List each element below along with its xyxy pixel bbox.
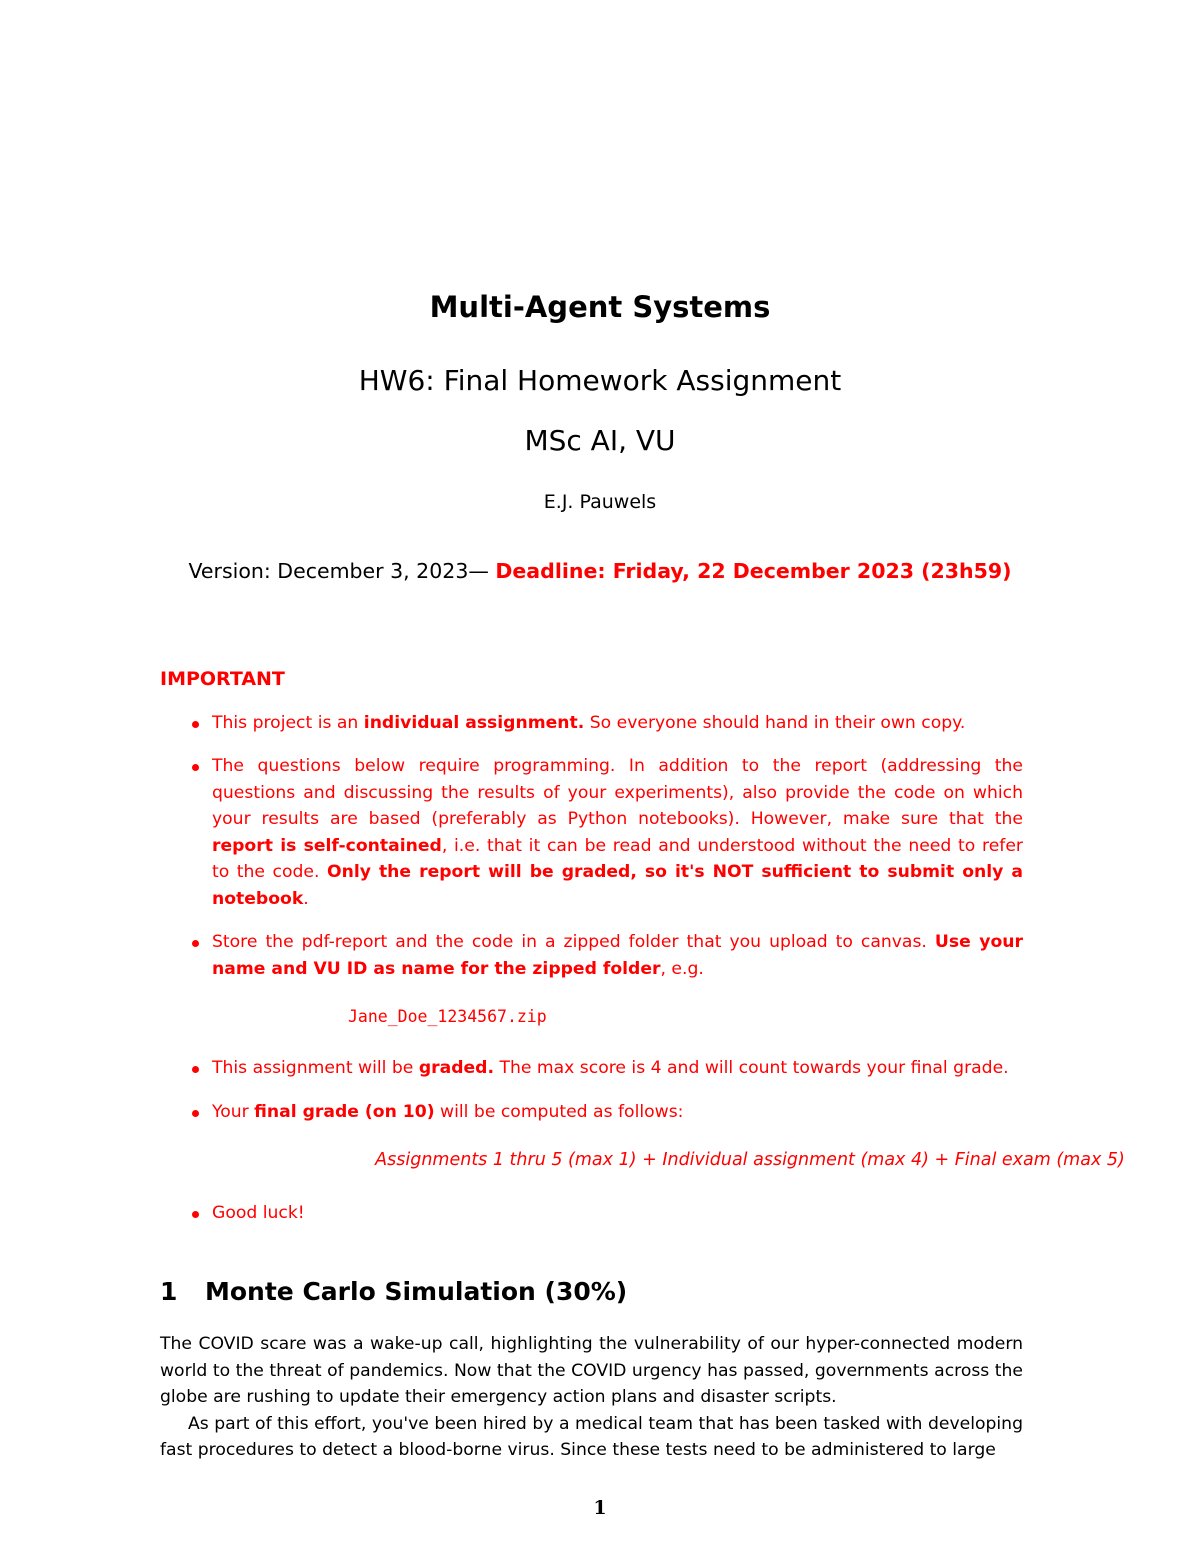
item-text: This assignment will be xyxy=(212,1058,419,1078)
bullet-icon xyxy=(192,1066,199,1073)
item-text: Store the pdf-report and the code in a zipped folder that you upload to canvas. xyxy=(212,932,935,952)
item-emphasis: Use your name and VU ID as name for the zipped folder xyxy=(212,932,1023,979)
item-text: So everyone should hand in their own copy. xyxy=(584,713,966,733)
list-item-individual xyxy=(160,710,1023,737)
grade-formula: Assignments 1 thru 5 (max 1) + Individual assignment (max 4) + Final exam (max 5) xyxy=(375,1150,1125,1170)
document-title: Multi-Agent Systems xyxy=(429,290,771,324)
page-number: 1 xyxy=(593,1497,607,1519)
item-text: Your xyxy=(212,1102,255,1122)
bullet-icon xyxy=(192,1211,199,1218)
item-text: This project is an xyxy=(212,713,364,733)
example-filename: Jane_Doe_1234567.zip xyxy=(348,1007,547,1026)
program-line: MSc AI, VU xyxy=(524,424,676,457)
section-number: 1 xyxy=(160,1277,178,1306)
paragraph: As part of this effort, you've been hired by a medical team that has been tasked with developing fast procedures to detect a blood-borne virus. Since these tests need to be administered to large xyxy=(160,1413,1023,1461)
section-heading xyxy=(160,1277,627,1306)
document-subtitle: HW6: Final Homework Assignment xyxy=(358,364,842,397)
bullet-icon xyxy=(192,764,199,771)
item-text: The questions below require programming. In addition to the report (addressing the questions and discussing the results of your experiments), also provide the code on which your results are based (preferably as Python notebooks). However, make sure that the xyxy=(212,756,1023,829)
author-name: E.J. Pauwels xyxy=(543,491,657,513)
version-date: Version: December 3, 2023— xyxy=(188,559,489,583)
section-body xyxy=(160,1331,1023,1464)
item-text: . xyxy=(303,888,309,909)
item-emphasis: Only the report will be graded, so it's NOT sufficient to submit only a notebook xyxy=(212,862,1023,909)
item-emphasis: graded. xyxy=(418,1058,494,1078)
list-item-good-luck xyxy=(160,1200,1023,1227)
item-text: , i.e. that it can be read and understood without the need to refer to the code. xyxy=(212,835,1023,882)
important-heading: IMPORTANT xyxy=(160,668,285,690)
item-emphasis: individual assignment. xyxy=(363,713,585,733)
item-text: , e.g. xyxy=(660,958,704,979)
section-title: Monte Carlo Simulation (30%) xyxy=(205,1277,628,1306)
list-item-programming xyxy=(160,753,1023,912)
item-emphasis: final grade (on 10) xyxy=(254,1102,435,1122)
list-item-graded xyxy=(160,1055,1023,1082)
item-text: The max score is 4 and will count towards your final grade. xyxy=(493,1058,1009,1078)
paragraph: The COVID scare was a wake-up call, highlighting the vulnerability of our hyper-connected modern world to the threat of pandemics. Now that the COVID urgency has passed, governments across the globe are rushing to update their emergency action plans and disaster scripts. xyxy=(160,1334,1023,1408)
item-emphasis: report is self-contained xyxy=(212,835,442,856)
bullet-icon xyxy=(192,1110,199,1117)
version-line xyxy=(0,559,1200,583)
list-item-final-grade xyxy=(160,1099,1023,1126)
item-text: will be computed as follows: xyxy=(434,1102,684,1122)
bullet-icon xyxy=(192,940,199,947)
list-item-zip xyxy=(160,929,1023,982)
bullet-icon xyxy=(192,721,199,728)
item-text: Good luck! xyxy=(212,1203,305,1223)
deadline: Deadline: Friday, 22 December 2023 (23h59) xyxy=(495,559,1012,583)
